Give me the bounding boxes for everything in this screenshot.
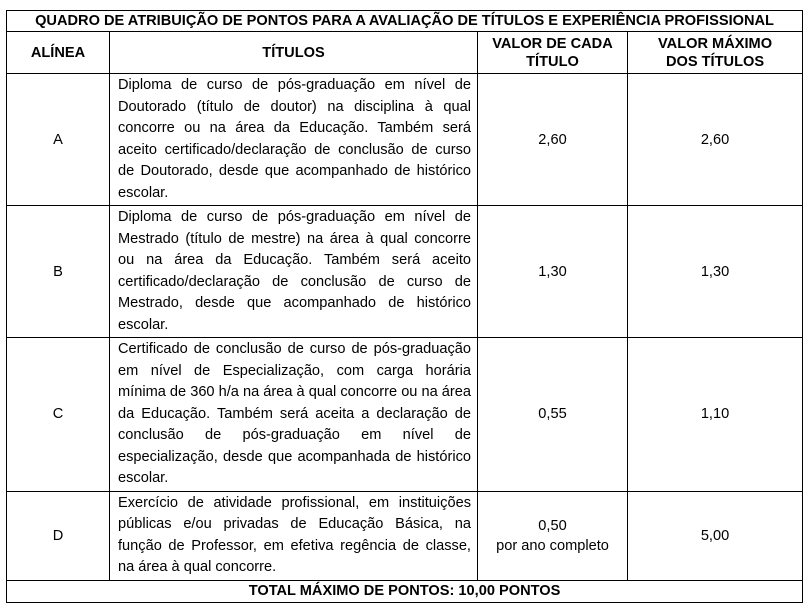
header-valor-maximo-line2: DOS TÍTULOS: [665, 53, 765, 70]
table-row: [7, 491, 803, 580]
table-row: [7, 206, 803, 338]
valor-cada-cell: [478, 338, 628, 492]
titulo-cell: Diploma de curso de pós-graduação em nível de Doutorado (título de doutor) na disciplina à qual concorre ou na área da Educação. Também será aceito certificado/declaração de conclusão de curso de Doutorado, desde que acompanhado de histórico escolar.: [110, 74, 478, 206]
header-row: [7, 32, 803, 74]
table-row: [7, 74, 803, 206]
table-caption: QUADRO DE ATRIBUIÇÃO DE PONTOS PARA A AVALIAÇÃO DE TÍTULOS E EXPERIÊNCIA PROFISSIONAL: [7, 11, 803, 32]
valor-cada-note: por ano completo: [496, 537, 609, 554]
header-titulos: TÍTULOS: [110, 32, 478, 74]
caption-row: [7, 11, 803, 32]
header-valor-maximo-line1: VALOR MÁXIMO: [658, 35, 773, 52]
header-valor-cada: [478, 32, 628, 74]
header-valor-cada-line1: VALOR DE CADA: [492, 35, 613, 52]
valor-cada-value: 2,60: [538, 131, 567, 148]
alinea-cell: B: [7, 206, 110, 338]
header-alinea: ALÍNEA: [7, 32, 110, 74]
titulo-cell: Certificado de conclusão de curso de pós-graduação em nível de Especialização, com carga horária mínima de 360 h/a na área à qual concorre ou na área da Educação. Também será aceita a declaração de conclusão de pós-graduação em nível de especialização, desde que acompanhada de histórico escolar.: [110, 338, 478, 492]
table-row: [7, 338, 803, 492]
total-row: [7, 580, 803, 602]
valor-cada-value: 0,55: [538, 406, 567, 423]
total-points: TOTAL MÁXIMO DE PONTOS: 10,00 PONTOS: [7, 580, 803, 602]
valor-cada-cell: [478, 74, 628, 206]
titulo-cell: Exercício de atividade profissional, em instituições públicas e/ou privadas de Educação Básica, na função de Professor, em efetiva regência de classe, na área à qual concorre.: [110, 491, 478, 580]
valor-maximo-cell: 5,00: [628, 491, 803, 580]
titulo-cell: Diploma de curso de pós-graduação em nível de Mestrado (título de mestre) na área à qual concorre ou na área da Educação. Também será aceito certificado/declaração de conclusão de curso de Mestrado, desde que acompanhado de histórico escolar.: [110, 206, 478, 338]
valor-cada-value: 1,30: [538, 263, 567, 280]
valor-cada-cell: [478, 206, 628, 338]
document-page: [6, 10, 802, 603]
alinea-cell: A: [7, 74, 110, 206]
header-valor-maximo: [628, 32, 803, 74]
alinea-cell: D: [7, 491, 110, 580]
header-valor-cada-line2: TÍTULO: [526, 53, 579, 70]
valor-maximo-cell: 2,60: [628, 74, 803, 206]
alinea-cell: C: [7, 338, 110, 492]
valor-cada-value: 0,50: [538, 517, 567, 534]
points-table: [6, 10, 803, 603]
valor-cada-cell: [478, 491, 628, 580]
valor-maximo-cell: 1,10: [628, 338, 803, 492]
valor-maximo-cell: 1,30: [628, 206, 803, 338]
